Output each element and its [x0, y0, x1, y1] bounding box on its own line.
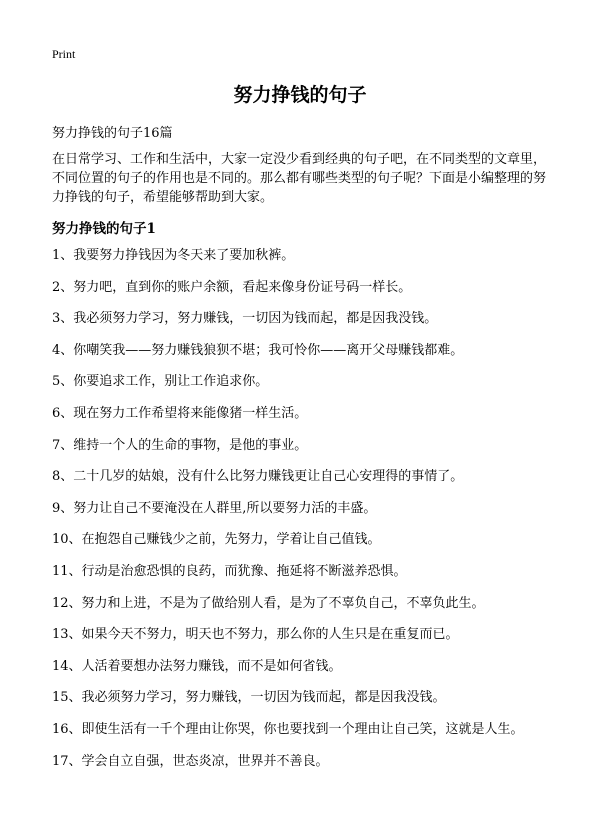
quote-item: 3、我必须努力学习，努力赚钱，一切因为钱而起，都是因我没钱。 — [52, 311, 438, 327]
quote-item: 8、二十几岁的姑娘，没有什么比努力赚钱更让自己心安理得的事情了。 — [52, 469, 464, 485]
quote-item: 9、努力让自己不要淹没在人群里,所以要努力活的丰盛。 — [52, 500, 377, 516]
quote-item: 2、努力吧，直到你的账户余额，看起来像身份证号码一样长。 — [52, 279, 412, 295]
print-link[interactable]: Print — [52, 47, 76, 61]
document-subtitle: 努力挣钱的句子16篇 — [52, 126, 173, 141]
section-heading: 努力挣钱的句子1 — [52, 221, 156, 237]
intro-paragraph: 在日常学习、工作和生活中，大家一定没少看到经典的句子吧，在不同类型的文章里，不同位置的句子的作用也是不同的。那么都有哪些类型的句子呢？下面是小编整理的努力挣钱的句子，希望能够帮助到大家。 — [52, 152, 547, 205]
quote-item: 11、行动是治愈恐惧的良药，而犹豫、拖延将不断滋养恐惧。 — [52, 563, 407, 579]
quote-item: 14、人活着要想办法努力赚钱，而不是如何省钱。 — [52, 658, 342, 674]
quote-item: 10、在抱怨自己赚钱少之前，先努力，学着让自己值钱。 — [52, 532, 381, 548]
quote-item: 16、即使生活有一千个理由让你哭，你也要找到一个理由让自己笑，这就是人生。 — [52, 721, 524, 737]
quote-item: 17、学会自立自强，世态炎凉，世界并不善良。 — [52, 753, 329, 769]
quote-item: 7、维持一个人的生命的事物，是他的事业。 — [52, 437, 308, 453]
quote-item: 1、我要努力挣钱因为冬天来了要加秋裤。 — [52, 248, 295, 263]
quote-item: 5、你要追求工作，别让工作追求你。 — [52, 374, 269, 390]
quote-item: 6、现在努力工作希望将来能像猪一样生活。 — [52, 405, 308, 421]
quote-item: 4、你嘲笑我——努力赚钱狼狈不堪；我可怜你——离开父母赚钱都难。 — [52, 342, 464, 358]
quote-item: 12、努力和上进，不是为了做给别人看，是为了不辜负自己，不辜负此生。 — [52, 595, 485, 611]
document-title: 努力挣钱的句子 — [233, 84, 367, 106]
quote-item: 13、如果今天不努力，明天也不努力，那么你的人生只是在重复而已。 — [52, 627, 459, 643]
quote-item: 15、我必须努力学习，努力赚钱，一切因为钱而起，都是因我没钱。 — [52, 690, 446, 706]
quote-list — [52, 246, 572, 783]
